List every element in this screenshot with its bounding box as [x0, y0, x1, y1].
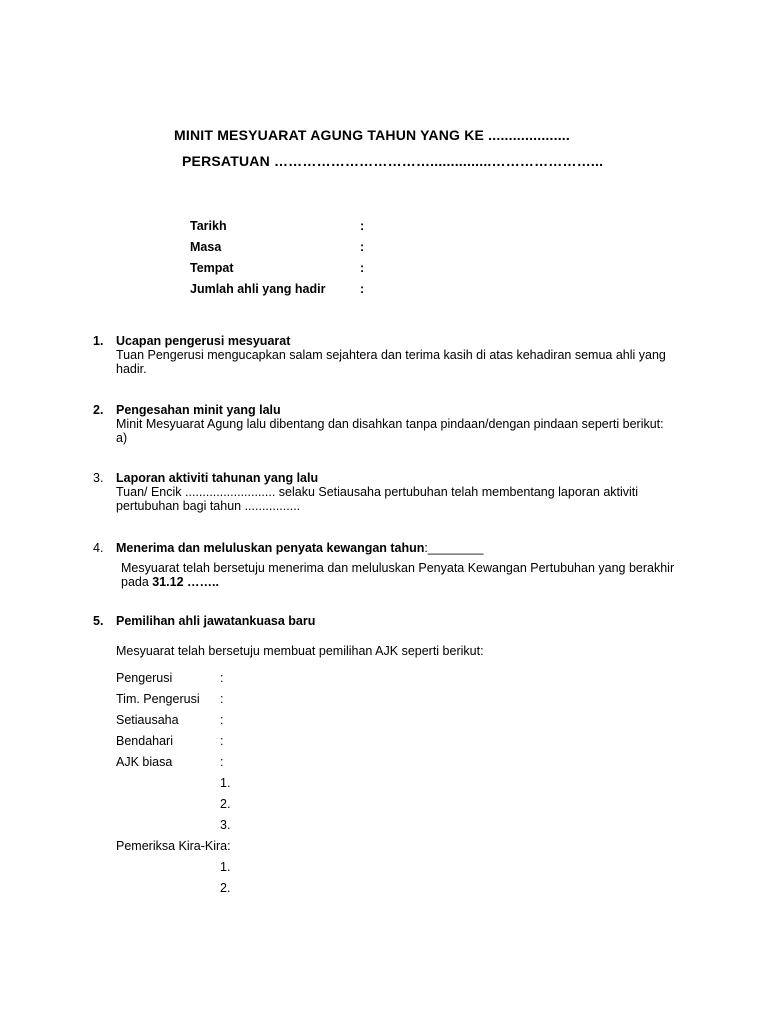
info-label: Tarikh	[190, 219, 227, 233]
info-label: Jumlah ahli yang hadir	[190, 282, 326, 296]
info-label: Masa	[190, 240, 222, 254]
section-4-body-line-1: Mesyuarat telah bersetuju menerima dan meluluskan Penyata Kewangan Pertubuhan yang berakhir	[121, 561, 675, 575]
auditor-number: 1.	[220, 860, 231, 874]
section-1	[93, 334, 693, 378]
section-4-body-prefix: pada	[121, 575, 153, 589]
section-number: 2.	[93, 403, 104, 417]
organization-name-line: PERSATUAN ……………………………...............…………………...	[182, 153, 604, 169]
section-number: 4.	[93, 541, 104, 555]
section-heading-blank: :________	[424, 541, 484, 555]
auditor-number: 2.	[220, 881, 231, 895]
section-heading-text: Menerima dan meluluskan penyata kewangan tahun	[116, 541, 425, 555]
info-row-place	[190, 261, 364, 275]
info-row-time	[190, 240, 364, 254]
section-body-item: a)	[116, 431, 128, 445]
section-5-body: Mesyuarat telah bersetuju membuat pemilihan AJK seperti berikut:	[116, 644, 484, 658]
ajk-biasa-number: 1.	[220, 776, 231, 790]
section-heading: Pengesahan minit yang lalu	[116, 403, 281, 417]
info-row-date	[190, 219, 364, 233]
info-colon: :	[360, 282, 365, 296]
ajk-position-label: AJK biasa	[116, 755, 173, 769]
ajk-biasa-number: 3.	[220, 818, 231, 832]
ajk-biasa-number: 2.	[220, 797, 231, 811]
section-body: Tuan Pengerusi mengucapkan salam sejahtera dan terima kasih di atas kehadiran semua ahli yang hadir.	[116, 348, 666, 376]
section-body: Tuan/ Encik .......................... selaku Setiausaha pertubuhan telah membentang laporan aktiviti pertubuhan bagi tahun ................	[116, 485, 639, 513]
info-colon: :	[360, 240, 365, 254]
info-row-attendance	[190, 282, 364, 296]
ajk-position-colon: :	[220, 713, 224, 727]
ajk-position-label: Bendahari	[116, 734, 173, 748]
ajk-position-label: Tim. Pengerusi	[116, 692, 200, 706]
auditor-label: Pemeriksa Kira-Kira:	[116, 839, 231, 853]
section-2	[93, 403, 693, 447]
period-end-date: 31.12 ……..	[152, 575, 219, 589]
section-3	[93, 471, 693, 515]
section-heading	[116, 541, 484, 555]
ajk-position-colon: :	[220, 692, 224, 706]
section-heading: Pemilihan ahli jawatankuasa baru	[116, 614, 316, 628]
section-number: 3.	[93, 471, 104, 485]
section-number: 1.	[93, 334, 104, 348]
document-title: MINIT MESYUARAT AGUNG TAHUN YANG KE ....................	[174, 127, 570, 143]
section-4-body-line-2	[121, 575, 219, 589]
section-number: 5.	[93, 614, 104, 628]
ajk-position-label: Setiausaha	[116, 713, 179, 727]
info-colon: :	[360, 219, 365, 233]
section-heading: Laporan aktiviti tahunan yang lalu	[116, 471, 319, 485]
section-body: Minit Mesyuarat Agung lalu dibentang dan disahkan tanpa pindaan/dengan pindaan seperti berikut:	[116, 417, 664, 431]
ajk-position-colon: :	[220, 755, 224, 769]
section-5	[93, 614, 693, 634]
ajk-position-colon: :	[220, 734, 224, 748]
ajk-position-label: Pengerusi	[116, 671, 173, 685]
info-colon: :	[360, 261, 365, 275]
section-heading: Ucapan pengerusi mesyuarat	[116, 334, 291, 348]
info-label: Tempat	[190, 261, 234, 275]
ajk-position-colon: :	[220, 671, 224, 685]
